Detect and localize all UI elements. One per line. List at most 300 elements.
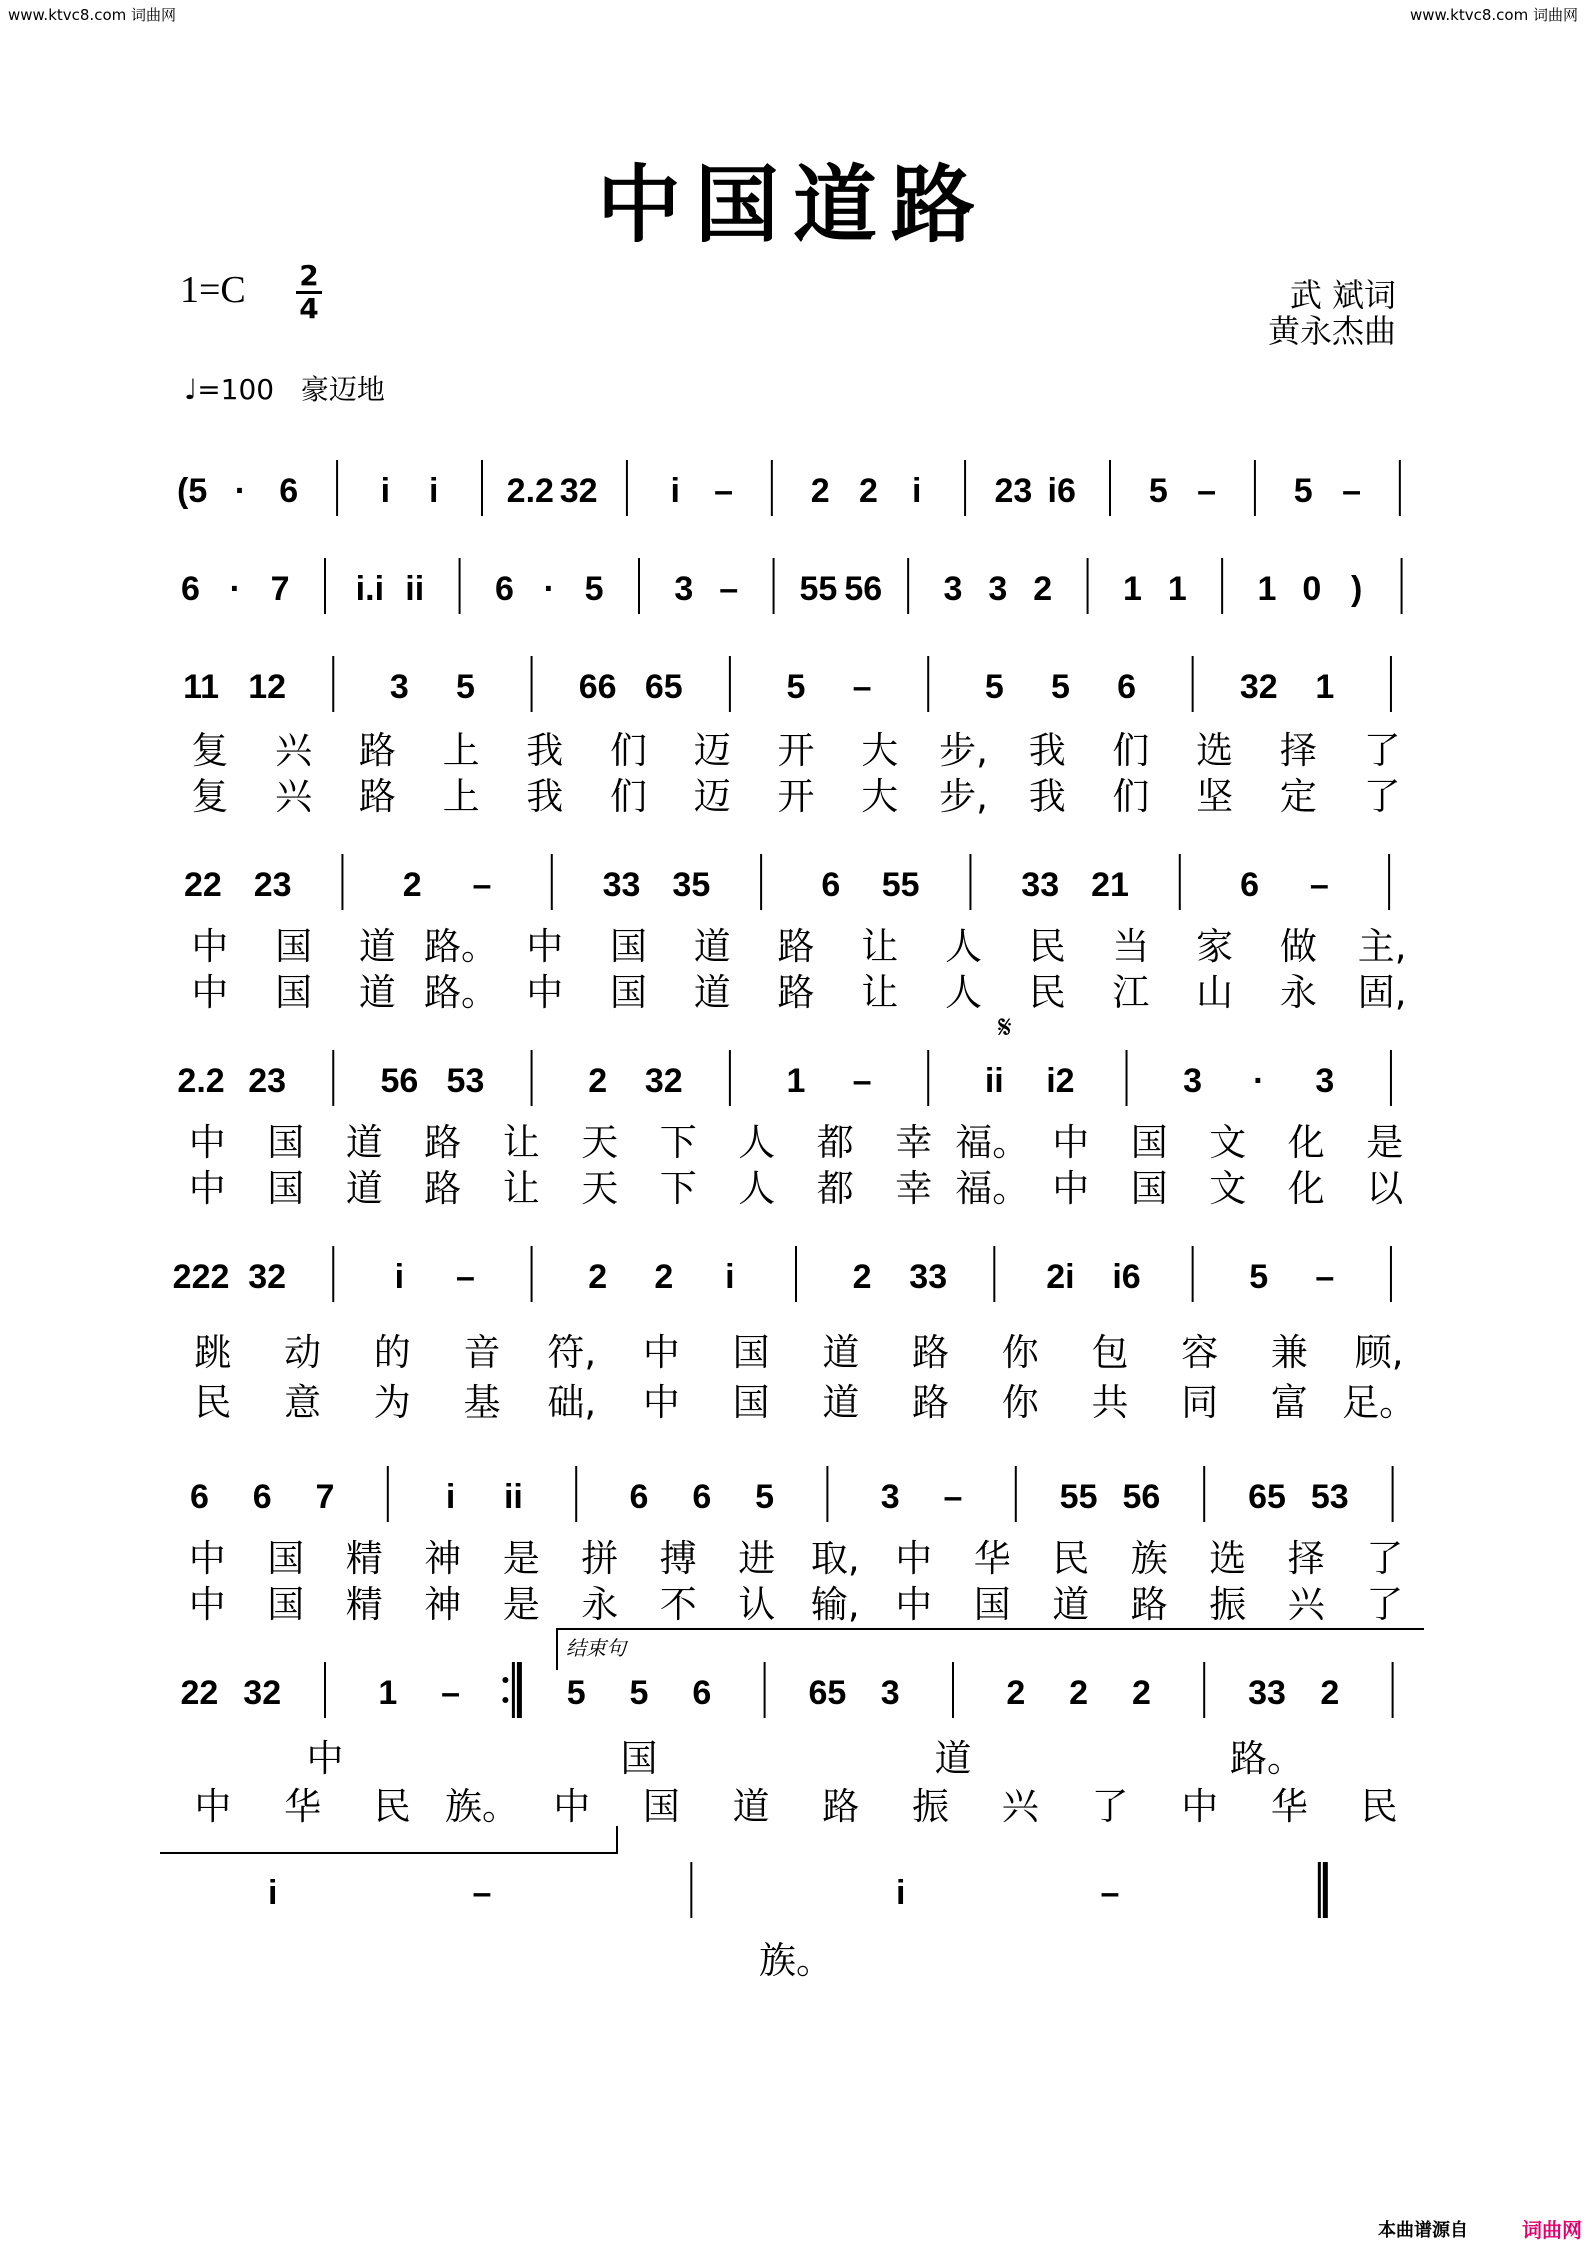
lyric-syllable: 华 xyxy=(973,1537,1011,1580)
note-token: 2 xyxy=(1006,1674,1026,1712)
lyric-syllable: 兴 xyxy=(1001,1785,1039,1828)
notation-line-7 xyxy=(168,1458,1424,1538)
lyric-syllable: 国 xyxy=(642,1785,680,1828)
note-token: i2 xyxy=(1046,1062,1075,1100)
note-token: 23 xyxy=(248,1062,287,1100)
header-watermark-right: www.ktvc8.com 词曲网 xyxy=(1409,6,1578,24)
note-token: 21 xyxy=(1091,866,1129,904)
note-token: 3 xyxy=(674,570,694,608)
lyric-syllable: 复 xyxy=(191,775,229,818)
lyric-syllable: 开 xyxy=(777,729,815,772)
note-token: · xyxy=(234,472,247,510)
note-token: ii xyxy=(984,1062,1004,1100)
lyric-syllable: 民 xyxy=(373,1785,411,1828)
lyric-syllable: 们 xyxy=(610,729,648,772)
note-token: 33 xyxy=(1021,866,1060,904)
note-token: – xyxy=(1100,1874,1120,1912)
note-token: (5 xyxy=(177,472,208,510)
lyric-syllable: 我 xyxy=(526,775,564,818)
lyric-syllable: 大 xyxy=(861,729,899,772)
lyric-syllable: 国 xyxy=(275,925,313,968)
lyric-syllable: 路 xyxy=(424,1121,462,1164)
lyric-syllable: 我 xyxy=(1028,775,1066,818)
note-token: 2 xyxy=(1320,1674,1340,1712)
note-token: 53 xyxy=(446,1062,485,1100)
note-token: 1 xyxy=(1167,570,1187,608)
lyric-syllable: 不 xyxy=(659,1583,697,1626)
lyric-syllable: 都 xyxy=(816,1167,854,1210)
lyric-syllable: 动 xyxy=(284,1331,322,1374)
note-token: – xyxy=(1197,472,1217,510)
note-token: 7 xyxy=(315,1478,335,1516)
lyric-syllable: 路。 xyxy=(424,925,499,968)
lyric-syllable: 上 xyxy=(442,775,480,818)
lyric-syllable: 精 xyxy=(345,1583,383,1626)
lyric-line-5-verse-1 xyxy=(168,1112,1424,1164)
lyric-syllable: 人 xyxy=(944,925,982,968)
lyric-syllable: 民 xyxy=(1360,1785,1398,1828)
note-token: i xyxy=(428,472,439,510)
note-token: i xyxy=(380,472,391,510)
note-token: 1 xyxy=(1315,668,1335,706)
note-token: 3 xyxy=(943,570,963,608)
note-token: 2 xyxy=(1131,1674,1151,1712)
lyric-syllable: 国 xyxy=(267,1537,305,1580)
note-token: 5 xyxy=(584,570,604,608)
note-token: 2 xyxy=(588,1062,608,1100)
note-token: 5 xyxy=(456,668,475,706)
notation-line-5 xyxy=(168,1042,1424,1122)
lyric-syllable: 文 xyxy=(1209,1167,1247,1210)
lyric-syllable: 永 xyxy=(581,1583,619,1626)
song-title: 中国道路 xyxy=(596,156,989,254)
note-token: 65 xyxy=(1248,1478,1286,1516)
lyric-syllable: 做 xyxy=(1279,925,1317,968)
note-token: 3 xyxy=(880,1674,900,1712)
footer-source-label: 本曲谱源自 xyxy=(1378,2220,1468,2241)
ending-bracket-lower xyxy=(160,1826,618,1854)
note-token: 2.2 xyxy=(177,1062,225,1100)
lyric-syllable: 幸 xyxy=(895,1167,933,1210)
notation-line-9 xyxy=(168,1854,1424,1934)
lyric-syllable: 道 xyxy=(732,1785,770,1828)
note-token: 6 xyxy=(1117,668,1136,706)
lyric-syllable: 选 xyxy=(1209,1537,1247,1580)
quarter-note-icon: ♩ xyxy=(184,373,198,406)
lyric-syllable: 精 xyxy=(345,1537,383,1580)
note-token: 2 xyxy=(859,472,878,510)
lyric-syllable: 你 xyxy=(1001,1331,1039,1374)
time-signature-top: 2 xyxy=(299,259,319,292)
lyric-syllable: 当 xyxy=(1112,925,1150,968)
lyric-syllable: 中 xyxy=(642,1381,680,1424)
lyric-syllable: 神 xyxy=(424,1537,462,1580)
note-token: 23 xyxy=(253,866,292,904)
note-token: 12 xyxy=(248,668,287,706)
note-token: 6 xyxy=(1240,866,1260,904)
lyric-syllable: 国 xyxy=(732,1331,770,1374)
notation-line-2 xyxy=(168,550,1424,630)
lyric-line-7-verse-2 xyxy=(168,1574,1424,1626)
lyric-syllable: 进 xyxy=(738,1537,776,1580)
note-token: i xyxy=(267,1874,278,1912)
note-token: 3 xyxy=(389,668,409,706)
lyric-syllable: 中 xyxy=(188,1121,226,1164)
lyric-syllable: 跳 xyxy=(194,1331,232,1374)
lyric-syllable: 了 xyxy=(1366,1583,1404,1626)
lyric-syllable: 道 xyxy=(822,1381,860,1424)
lyric-syllable: 兴 xyxy=(1287,1583,1325,1626)
tempo-marking xyxy=(184,368,385,408)
lyric-syllable: 为 xyxy=(373,1381,411,1424)
note-token: 5 xyxy=(629,1674,649,1712)
lyric-syllable: 天 xyxy=(581,1167,619,1210)
lyric-syllable: 江 xyxy=(1112,971,1150,1014)
note-token: 3 xyxy=(880,1478,900,1516)
note-token: 1 xyxy=(786,1062,806,1100)
lyric-syllable: 们 xyxy=(610,775,648,818)
lyric-syllable: 路 xyxy=(1130,1583,1168,1626)
barline xyxy=(502,1662,519,1718)
lyric-syllable: 国 xyxy=(732,1381,770,1424)
lyric-syllable: 天 xyxy=(581,1121,619,1164)
note-token: 35 xyxy=(672,866,711,904)
lyric-syllable: 包 xyxy=(1091,1331,1129,1374)
note-token: 3 xyxy=(988,570,1008,608)
note-token: 56 xyxy=(844,570,883,608)
lyric-syllable: 让 xyxy=(861,925,899,968)
lyric-line-5-verse-2 xyxy=(168,1158,1424,1210)
note-token: 3 xyxy=(1183,1062,1203,1100)
lyric-syllable: 兴 xyxy=(275,729,313,772)
note-token: 5 xyxy=(566,1674,586,1712)
note-token: 32 xyxy=(644,1062,683,1100)
note-token: 32 xyxy=(243,1674,282,1712)
note-token: 2.2 xyxy=(506,472,554,510)
note-token: 32 xyxy=(248,1258,287,1296)
lyric-line-3-verse-1 xyxy=(168,720,1424,772)
lyric-syllable: 路 xyxy=(424,1167,462,1210)
lyric-syllable: 中 xyxy=(306,1737,344,1780)
lyric-syllable: 人 xyxy=(738,1167,776,1210)
lyric-syllable: 兼 xyxy=(1270,1331,1308,1374)
note-token: 55 xyxy=(799,570,838,608)
lyric-syllable: 国 xyxy=(1130,1121,1168,1164)
lyric-syllable: 道 xyxy=(358,971,396,1014)
barline xyxy=(1319,1862,1325,1918)
lyric-syllable: 让 xyxy=(502,1121,540,1164)
note-token: – xyxy=(852,668,872,706)
lyric-syllable: 音 xyxy=(463,1331,501,1374)
lyric-syllable: 坚 xyxy=(1196,775,1234,818)
lyric-syllable: 人 xyxy=(738,1121,776,1164)
lyric-syllable: 容 xyxy=(1181,1331,1219,1374)
note-token: 1 xyxy=(1122,570,1142,608)
lyric-syllable: 上 xyxy=(442,729,480,772)
lyric-syllable: 国 xyxy=(275,971,313,1014)
note-token: i xyxy=(445,1478,456,1516)
note-token: 23 xyxy=(994,472,1033,510)
lyric-syllable: 定 xyxy=(1279,775,1317,818)
lyric-syllable: 你 xyxy=(1001,1381,1039,1424)
lyric-line-6-verse-2 xyxy=(168,1372,1424,1424)
footer-site-logo: 词曲网 xyxy=(1522,2218,1582,2242)
lyric-syllable: 择 xyxy=(1279,729,1317,772)
note-token: 222 xyxy=(172,1258,230,1296)
lyric-syllable: 路。 xyxy=(1230,1737,1304,1780)
lyric-syllable: 中 xyxy=(526,971,564,1014)
note-token: 5 xyxy=(1293,472,1313,510)
note-token: 6 xyxy=(692,1478,712,1516)
lyric-syllable: 主, xyxy=(1357,925,1407,968)
lyric-syllable: 中 xyxy=(1181,1785,1219,1828)
lyric-syllable: 础, xyxy=(547,1381,597,1424)
lyric-syllable: 的 xyxy=(373,1331,411,1374)
lyric-syllable: 是 xyxy=(502,1537,540,1580)
lyric-syllable: 国 xyxy=(267,1583,305,1626)
note-token: – xyxy=(1309,866,1329,904)
note-token: ii xyxy=(405,570,425,608)
lyric-syllable: 国 xyxy=(1130,1167,1168,1210)
lyric-syllable: 们 xyxy=(1112,775,1150,818)
note-token: i xyxy=(895,1874,906,1912)
lyric-syllable: 顾, xyxy=(1354,1331,1404,1374)
lyric-syllable: 国 xyxy=(267,1167,305,1210)
notation-line-4 xyxy=(168,846,1424,926)
lyric-syllable: 道 xyxy=(345,1167,383,1210)
note-token: i6 xyxy=(1047,472,1076,510)
lyric-syllable: 固, xyxy=(1357,971,1407,1014)
note-token: 56 xyxy=(1122,1478,1161,1516)
note-token: 5 xyxy=(755,1478,775,1516)
lyric-line-9-verse-1 xyxy=(168,1930,1424,1982)
lyric-syllable: 路 xyxy=(777,925,815,968)
lyric-line-4-verse-2 xyxy=(168,962,1424,1014)
note-token: 55 xyxy=(1059,1478,1098,1516)
note-token: 2 xyxy=(810,472,830,510)
lyric-syllable: 路 xyxy=(912,1381,950,1424)
lyric-syllable: 化 xyxy=(1287,1121,1325,1164)
lyric-syllable: 步, xyxy=(939,775,988,818)
time-signature xyxy=(296,259,322,325)
notation-line-1 xyxy=(168,452,1424,532)
note-token: – xyxy=(943,1478,963,1516)
lyric-syllable: 择 xyxy=(1287,1537,1325,1580)
lyric-syllable: 文 xyxy=(1209,1121,1247,1164)
lyric-line-8-verse-1 xyxy=(168,1728,1424,1780)
note-token: 6 xyxy=(180,570,200,608)
lyric-syllable: 华 xyxy=(284,1785,322,1828)
lyric-syllable: 意 xyxy=(284,1381,322,1424)
note-token: 22 xyxy=(183,866,222,904)
notation-line-6 xyxy=(168,1238,1424,1318)
lyric-syllable: 了 xyxy=(1366,1537,1404,1580)
lyric-syllable: 民 xyxy=(1028,925,1066,968)
lyric-syllable: 了 xyxy=(1363,775,1401,818)
note-token: 3 xyxy=(1315,1062,1335,1100)
lyric-syllable: 道 xyxy=(693,971,731,1014)
note-token: 2 xyxy=(1069,1674,1089,1712)
lyric-syllable: 民 xyxy=(1028,971,1066,1014)
lyric-syllable: 中 xyxy=(1052,1121,1090,1164)
note-token: 56 xyxy=(380,1062,419,1100)
lyric-syllable: 国 xyxy=(620,1737,658,1780)
note-token: 7 xyxy=(270,570,290,608)
note-token: 6 xyxy=(189,1478,209,1516)
lyric-syllable: 拼 xyxy=(581,1537,619,1580)
lyric-syllable: 华 xyxy=(1270,1785,1308,1828)
note-token: · xyxy=(229,570,241,608)
lyric-syllable: 国 xyxy=(267,1121,305,1164)
lyric-syllable: 中 xyxy=(895,1583,933,1626)
note-token: 65 xyxy=(808,1674,847,1712)
lyric-syllable: 中 xyxy=(895,1537,933,1580)
lyric-syllable: 足。 xyxy=(1342,1381,1417,1424)
note-token: i xyxy=(394,1258,405,1296)
note-token: · xyxy=(543,570,555,608)
note-token: 2 xyxy=(1033,570,1053,608)
lyric-syllable: 永 xyxy=(1279,971,1317,1014)
notation-line-8 xyxy=(168,1654,1424,1734)
lyric-syllable: 中 xyxy=(1052,1167,1090,1210)
note-token: 6 xyxy=(252,1478,272,1516)
lyric-syllable: 中 xyxy=(188,1167,226,1210)
lyric-syllable: 化 xyxy=(1287,1167,1325,1210)
lyric-syllable: 人 xyxy=(944,971,982,1014)
lyric-syllable: 族 xyxy=(1130,1537,1168,1580)
note-token: – xyxy=(441,1674,461,1712)
lyric-syllable: 符, xyxy=(547,1331,597,1374)
header-watermark-left: www.ktvc8.com 词曲网 xyxy=(8,6,177,24)
lyric-line-4-verse-1 xyxy=(168,916,1424,968)
lyric-syllable: 是 xyxy=(502,1583,540,1626)
lyric-syllable: 路 xyxy=(777,971,815,1014)
lyric-syllable: 搏 xyxy=(659,1537,697,1580)
note-token: – xyxy=(472,1874,492,1912)
note-token: 32 xyxy=(559,472,598,510)
lyric-syllable: 步, xyxy=(939,729,988,772)
lyric-syllable: 道 xyxy=(822,1331,860,1374)
note-token: 66 xyxy=(578,668,617,706)
note-token: 1 xyxy=(378,1674,398,1712)
lyric-line-7-verse-1 xyxy=(168,1528,1424,1580)
note-token: 1 xyxy=(1257,570,1277,608)
note-token: – xyxy=(472,866,492,904)
segno-sign-icon: 𝄋 xyxy=(998,1008,1012,1046)
note-token: 22 xyxy=(180,1674,219,1712)
note-token: i xyxy=(912,472,922,510)
note-token: 33 xyxy=(602,866,641,904)
lyric-line-8-verse-2 xyxy=(168,1776,1424,1828)
lyric-syllable: 道 xyxy=(1052,1583,1090,1626)
lyric-syllable: 中 xyxy=(191,925,229,968)
note-token: – xyxy=(1342,472,1361,510)
note-token: 33 xyxy=(909,1258,948,1296)
lyric-syllable: 中 xyxy=(194,1785,232,1828)
lyric-syllable: 中 xyxy=(188,1537,226,1580)
lyric-syllable: 兴 xyxy=(275,775,313,818)
lyric-syllable: 国 xyxy=(610,925,648,968)
lyric-syllable: 振 xyxy=(912,1785,950,1828)
note-token: i xyxy=(725,1258,735,1296)
note-token: – xyxy=(1315,1258,1335,1296)
note-token: 2 xyxy=(588,1258,608,1296)
lyric-syllable: 族。 xyxy=(759,1939,833,1982)
lyric-syllable: 幸 xyxy=(895,1121,933,1164)
lyric-syllable: 国 xyxy=(973,1583,1011,1626)
lyric-line-6-verse-1 xyxy=(168,1322,1424,1374)
note-token: 53 xyxy=(1310,1478,1349,1516)
note-token: 6 xyxy=(494,570,514,608)
lyric-syllable: 选 xyxy=(1196,729,1234,772)
lyric-syllable: 路 xyxy=(822,1785,860,1828)
lyric-syllable: 共 xyxy=(1091,1381,1129,1424)
lyric-syllable: 我 xyxy=(1028,729,1066,772)
lyric-syllable: 下 xyxy=(659,1167,697,1210)
lyric-syllable: 福。 xyxy=(955,1167,1030,1210)
lyric-syllable: 路。 xyxy=(424,971,499,1014)
lyric-syllable: 我 xyxy=(526,729,564,772)
lyric-syllable: 道 xyxy=(693,925,731,968)
note-token: 5 xyxy=(1249,1258,1269,1296)
note-token: 6 xyxy=(692,1674,712,1712)
lyric-syllable: 中 xyxy=(553,1785,591,1828)
note-token: ) xyxy=(1351,570,1363,608)
note-token: 2 xyxy=(654,1258,674,1296)
lyric-syllable: 迈 xyxy=(693,775,731,818)
note-token: – xyxy=(456,1258,475,1296)
lyric-syllable: 民 xyxy=(194,1381,232,1424)
lyric-syllable: 路 xyxy=(912,1331,950,1374)
note-token: 0 xyxy=(1302,570,1322,608)
lyric-syllable: 们 xyxy=(1112,729,1150,772)
lyric-syllable: 神 xyxy=(424,1583,462,1626)
time-signature-bottom: 4 xyxy=(299,292,319,325)
lyric-syllable: 复 xyxy=(191,729,229,772)
lyric-syllable: 开 xyxy=(777,775,815,818)
lyric-syllable: 了 xyxy=(1091,1785,1129,1828)
note-token: 2 xyxy=(402,866,422,904)
lyric-syllable: 道 xyxy=(345,1121,383,1164)
lyric-syllable: 迈 xyxy=(693,729,731,772)
note-token: – xyxy=(714,472,733,510)
lyric-syllable: 输, xyxy=(810,1583,860,1626)
lyric-syllable: 民 xyxy=(1052,1537,1090,1580)
lyric-syllable: 认 xyxy=(738,1583,776,1626)
ending-label: 结束句 xyxy=(566,1636,626,1660)
lyric-syllable: 中 xyxy=(191,971,229,1014)
key-signature: 1=C xyxy=(180,269,246,311)
lyric-syllable: 让 xyxy=(502,1167,540,1210)
note-token: 11 xyxy=(183,668,220,706)
lyric-syllable: 了 xyxy=(1363,729,1401,772)
note-token: · xyxy=(1253,1062,1265,1100)
lyric-syllable: 中 xyxy=(642,1331,680,1374)
tempo-expression: 豪迈地 xyxy=(300,373,385,406)
lyric-syllable: 以 xyxy=(1366,1167,1404,1210)
lyric-syllable: 山 xyxy=(1196,971,1234,1014)
composer-credit: 黄永杰曲 xyxy=(1267,312,1396,350)
lyric-syllable: 富 xyxy=(1270,1381,1308,1424)
note-token: – xyxy=(852,1062,872,1100)
lyric-syllable: 族。 xyxy=(445,1785,519,1828)
note-token: ii xyxy=(503,1478,523,1516)
lyric-syllable: 道 xyxy=(358,925,396,968)
note-token: 6 xyxy=(821,866,841,904)
note-token: 2i xyxy=(1046,1258,1075,1296)
tempo-value: =100 xyxy=(197,373,275,406)
lyric-line-3-verse-2 xyxy=(168,766,1424,818)
